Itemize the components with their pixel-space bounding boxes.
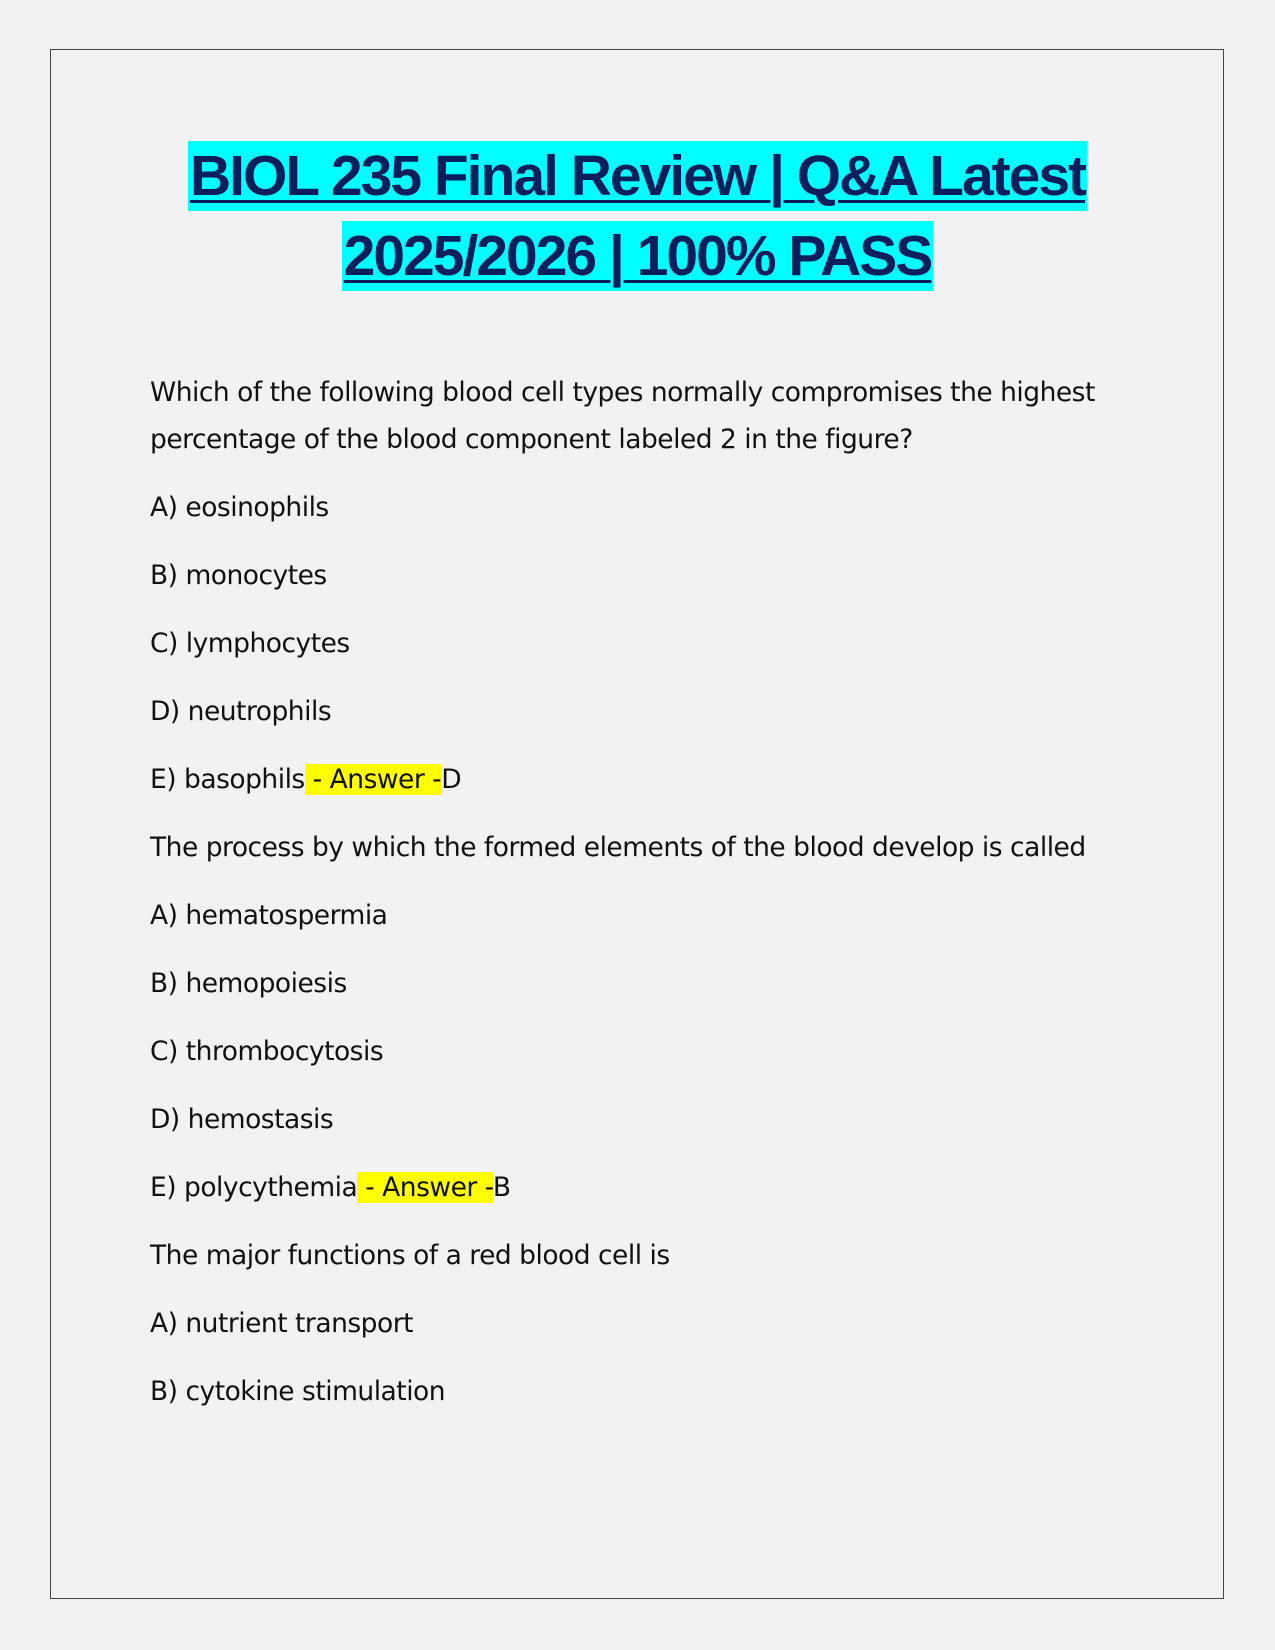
answer-option: C) thrombocytosis xyxy=(150,1036,384,1067)
answer-option: A) eosinophils xyxy=(150,492,329,523)
question-text: The process by which the formed elements of the blood develop is called xyxy=(150,832,1086,863)
question-text: Which of the following blood cell types normally compromises the highest percentage of the blood component labeled 2 in the figure? xyxy=(150,377,1095,455)
title-line-2: 2025/2026 | 100% PASS xyxy=(342,221,934,291)
answer-option: B) hemopoiesis xyxy=(150,968,347,999)
answer-option-text: E) basophils xyxy=(150,764,305,795)
answer-option: C) lymphocytes xyxy=(150,628,350,659)
question-list xyxy=(150,369,1140,1436)
answer-option: B) monocytes xyxy=(150,560,327,591)
answer-label: - Answer - xyxy=(304,764,442,795)
answer-option-with-answer xyxy=(150,756,1140,803)
answer-option: A) nutrient transport xyxy=(150,1308,413,1339)
document-title xyxy=(0,141,1275,301)
title-line-1: BIOL 235 Final Review | Q&A Latest xyxy=(188,141,1087,211)
answer-value: D xyxy=(441,764,462,795)
answer-option-text: E) polycythemia xyxy=(150,1172,358,1203)
question-text: The major functions of a red blood cell is xyxy=(150,1240,670,1271)
answer-option-with-answer xyxy=(150,1164,1140,1211)
answer-option: D) neutrophils xyxy=(150,696,332,727)
answer-value: B xyxy=(492,1172,511,1203)
answer-option: B) cytokine stimulation xyxy=(150,1376,446,1407)
answer-option: D) hemostasis xyxy=(150,1104,334,1135)
answer-label: - Answer - xyxy=(357,1172,493,1203)
answer-option: A) hematospermia xyxy=(150,900,388,931)
